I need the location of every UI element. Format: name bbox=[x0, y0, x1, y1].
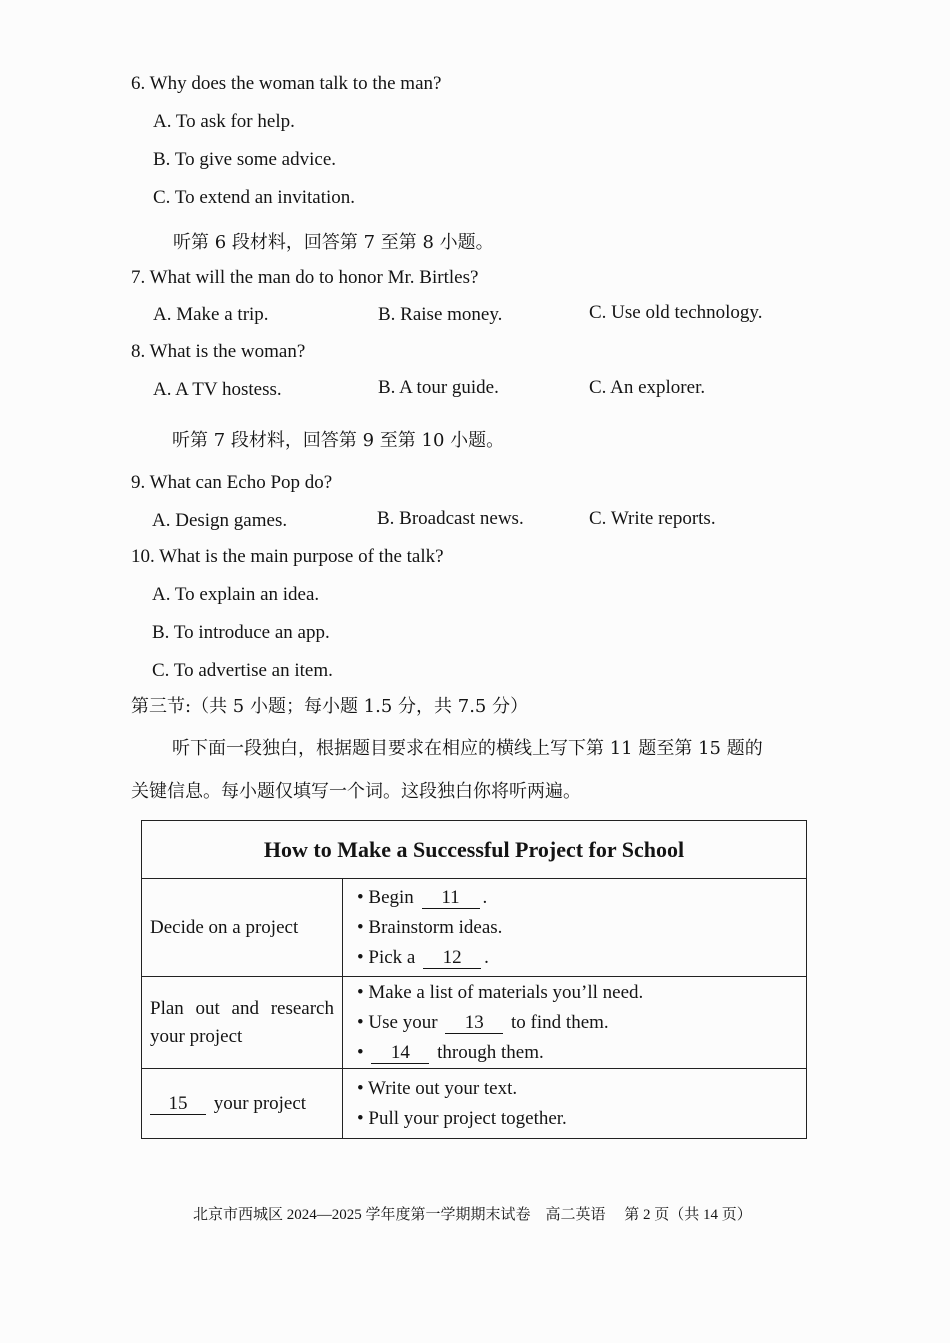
table-title: How to Make a Successful Project for School bbox=[142, 821, 807, 879]
row2-bullet-materials: • Make a list of materials you’ll need. bbox=[357, 981, 644, 1003]
q7-option-c: C. Use old technology. bbox=[589, 302, 763, 323]
blank-15: 15 bbox=[150, 1094, 206, 1115]
q9-option-c: C. Write reports. bbox=[589, 508, 716, 529]
q6-option-c: C. To extend an invitation. bbox=[153, 187, 356, 208]
row1-bullet-begin: • Begin 11 . bbox=[357, 886, 488, 908]
q8-option-a: A. A TV hostess. bbox=[153, 379, 282, 400]
row3-label: 15 your project bbox=[142, 1069, 343, 1139]
row1-bullet-brainstorm: • Brainstorm ideas. bbox=[357, 916, 503, 938]
q10-option-a: A. To explain an idea. bbox=[152, 584, 320, 605]
part3-instruction-line2: 关键信息。每小题仅填写一个词。这段独白你将听两遍。 bbox=[131, 781, 581, 802]
row2-label: Plan out and research your project bbox=[142, 977, 343, 1069]
row1-bullet-pick: • Pick a 12 . bbox=[357, 946, 489, 968]
q8-stem: 8. What is the woman? bbox=[131, 341, 306, 362]
q10-option-b: B. To introduce an app. bbox=[152, 622, 330, 643]
project-outline-table bbox=[141, 820, 807, 1139]
table-row bbox=[142, 879, 807, 977]
row2-bullet-use: • Use your 13 to find them. bbox=[357, 1011, 609, 1033]
row2-bullet-through: • 14 through them. bbox=[357, 1041, 544, 1063]
q6-stem: 6. Why does the woman talk to the man? bbox=[131, 73, 442, 94]
q7-option-a: A. Make a trip. bbox=[153, 304, 269, 325]
section6-note: 听第 6 段材料，回答第 7 至第 8 小题。 bbox=[173, 232, 494, 253]
row3-bullets bbox=[343, 1069, 807, 1139]
part3-heading: 第三节:（共 5 小题；每小题 1.5 分，共 7.5 分） bbox=[131, 696, 529, 717]
q7-stem: 7. What will the man do to honor Mr. Birtles? bbox=[131, 267, 479, 288]
q9-option-b: B. Broadcast news. bbox=[377, 508, 524, 529]
q6-option-b: B. To give some advice. bbox=[153, 149, 337, 170]
table-row bbox=[142, 977, 807, 1069]
blank-11: 11 bbox=[422, 888, 480, 909]
blank-14: 14 bbox=[371, 1043, 429, 1064]
blank-13: 13 bbox=[445, 1013, 503, 1034]
row2-bullets bbox=[343, 977, 807, 1069]
table-row bbox=[142, 1069, 807, 1139]
row3-bullet-pull: • Pull your project together. bbox=[357, 1107, 567, 1129]
blank-12: 12 bbox=[423, 948, 481, 969]
q8-option-c: C. An explorer. bbox=[589, 377, 706, 398]
q8-option-b: B. A tour guide. bbox=[378, 377, 499, 398]
part3-instruction-line1: 听下面一段独白，根据题目要求在相应的横线上写下第 11 题至第 15 题的 bbox=[172, 738, 763, 759]
row3-bullet-write: • Write out your text. bbox=[357, 1077, 518, 1099]
q6-option-a: A. To ask for help. bbox=[153, 111, 295, 132]
row1-bullets bbox=[343, 879, 807, 977]
section7-note: 听第 7 段材料，回答第 9 至第 10 小题。 bbox=[172, 430, 505, 451]
row1-label: Decide on a project bbox=[142, 879, 343, 977]
q10-stem: 10. What is the main purpose of the talk? bbox=[131, 546, 444, 567]
page-footer: 北京市西城区 2024—2025 学年度第一学期期末试卷 高二英语 第 2 页（共 14 页） bbox=[193, 1207, 752, 1223]
q9-stem: 9. What can Echo Pop do? bbox=[131, 472, 333, 493]
q7-option-b: B. Raise money. bbox=[378, 304, 503, 325]
q9-option-a: A. Design games. bbox=[152, 510, 288, 531]
q10-option-c: C. To advertise an item. bbox=[152, 660, 333, 681]
